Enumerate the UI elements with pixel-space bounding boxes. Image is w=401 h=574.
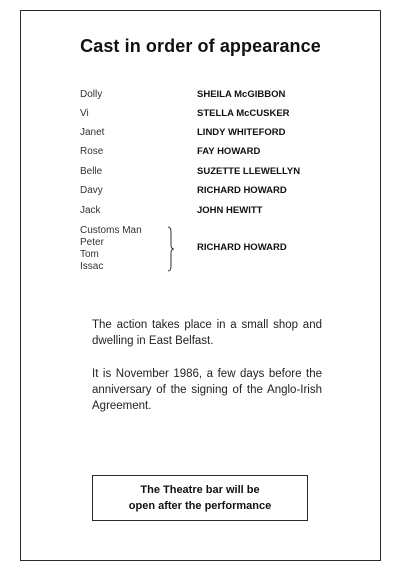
cast-row <box>0 89 401 105</box>
cast-role: Belle <box>80 166 103 177</box>
cast-actor: SHEILA McGIBBON <box>197 89 286 100</box>
cast-row <box>0 127 401 143</box>
cast-role: Vi <box>80 108 89 119</box>
cast-role: Issac <box>80 261 104 272</box>
cast-role: Peter <box>80 237 104 248</box>
cast-role: Dolly <box>80 89 103 100</box>
cast-role: Davy <box>80 185 103 196</box>
cast-actor: JOHN HEWITT <box>197 205 263 216</box>
cast-role: Customs Man <box>80 225 142 236</box>
cast-actor: RICHARD HOWARD <box>197 185 287 196</box>
cast-actor: SUZETTE LLEWELLYN <box>197 166 301 177</box>
cast-role: Janet <box>80 127 105 138</box>
cast-row <box>0 108 401 124</box>
notice-line: The Theatre bar will be <box>140 484 260 496</box>
cast-actor: LINDY WHITEFORD <box>197 127 286 138</box>
notice-line: open after the performance <box>128 500 272 512</box>
cast-actor: STELLA McCUSKER <box>197 108 290 119</box>
cast-row <box>0 146 401 162</box>
cast-role: Rose <box>80 146 104 157</box>
cast-actor: FAY HOWARD <box>197 146 261 157</box>
cast-role: Tom <box>80 249 99 260</box>
setting-paragraph: The action takes place in a small shop and dwelling in East Belfast. <box>92 319 322 347</box>
cast-row <box>0 205 401 221</box>
bar-notice <box>92 475 308 521</box>
cast-actor: RICHARD HOWARD <box>197 242 287 253</box>
multi-role-list <box>80 225 142 273</box>
time-paragraph: It is November 1986, a few days before the anniversary of the signing of the Anglo-Irish Agreement. <box>92 368 322 412</box>
right-brace-icon <box>167 226 175 272</box>
cast-row <box>0 166 401 182</box>
cast-role: Jack <box>80 205 101 216</box>
page-title: Cast in order of appearance <box>80 36 321 56</box>
cast-row <box>0 185 401 201</box>
